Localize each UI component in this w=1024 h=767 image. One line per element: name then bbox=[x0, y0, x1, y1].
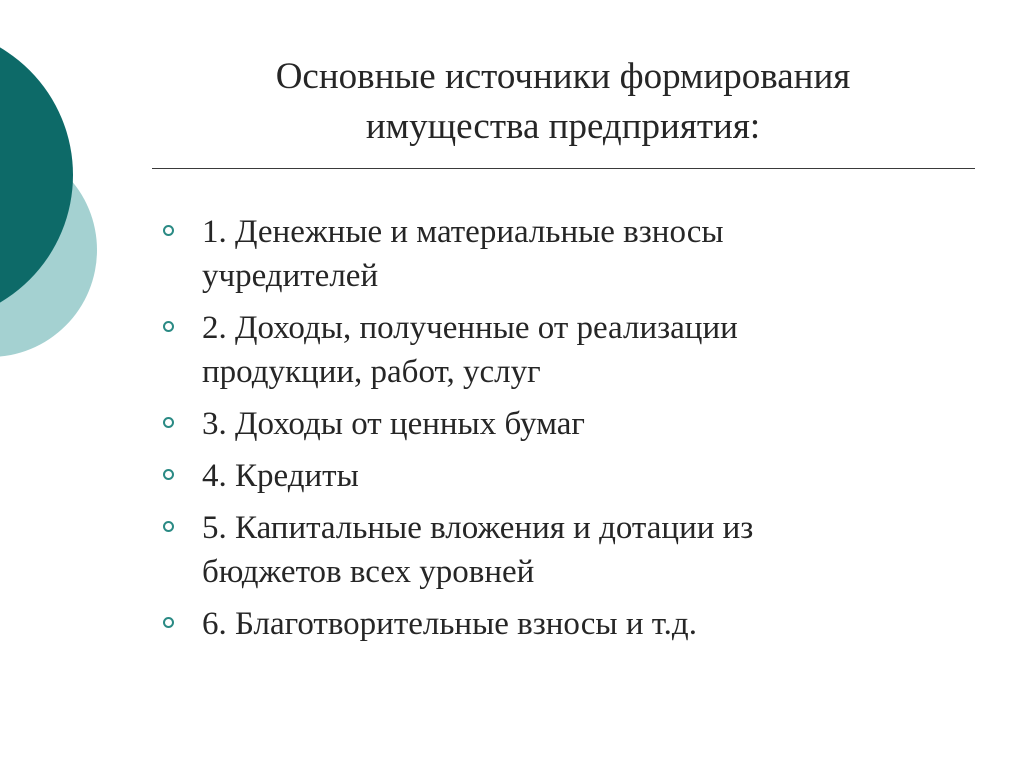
list-item-line: бюджетов всех уровней bbox=[202, 554, 535, 590]
list-item-line: 3. Доходы от ценных бумаг bbox=[202, 406, 585, 442]
list-item-line: 4. Кредиты bbox=[202, 458, 359, 494]
title-divider bbox=[152, 168, 975, 169]
circle-outline-icon bbox=[163, 225, 174, 236]
list-item-line: 1. Денежные и материальные взносы bbox=[202, 214, 724, 250]
list-item bbox=[160, 454, 940, 498]
circle-outline-icon bbox=[163, 617, 174, 628]
list-item-line: 5. Капитальные вложения и дотации из bbox=[202, 510, 754, 546]
circle-outline-icon bbox=[163, 521, 174, 532]
list-item-line: 2. Доходы, полученные от реализации bbox=[202, 310, 738, 346]
circle-outline-icon bbox=[163, 321, 174, 332]
slide-title-line-1: Основные источники формирования bbox=[275, 56, 851, 97]
circle-outline-icon bbox=[163, 469, 174, 480]
list-item bbox=[160, 306, 940, 394]
slide-title-line-2: имущества предприятия: bbox=[365, 106, 761, 147]
list-item bbox=[160, 602, 940, 646]
list-item bbox=[160, 506, 940, 594]
decorative-circles bbox=[0, 0, 120, 420]
list-item bbox=[160, 210, 940, 298]
list-item bbox=[160, 402, 940, 446]
list-item-line: 6. Благотворительные взносы и т.д. bbox=[202, 606, 697, 642]
sources-list bbox=[160, 210, 940, 654]
list-item-line: учредителей bbox=[202, 258, 379, 294]
circle-outline-icon bbox=[163, 417, 174, 428]
list-item-line: продукции, работ, услуг bbox=[202, 354, 541, 390]
slide-title bbox=[150, 52, 976, 152]
